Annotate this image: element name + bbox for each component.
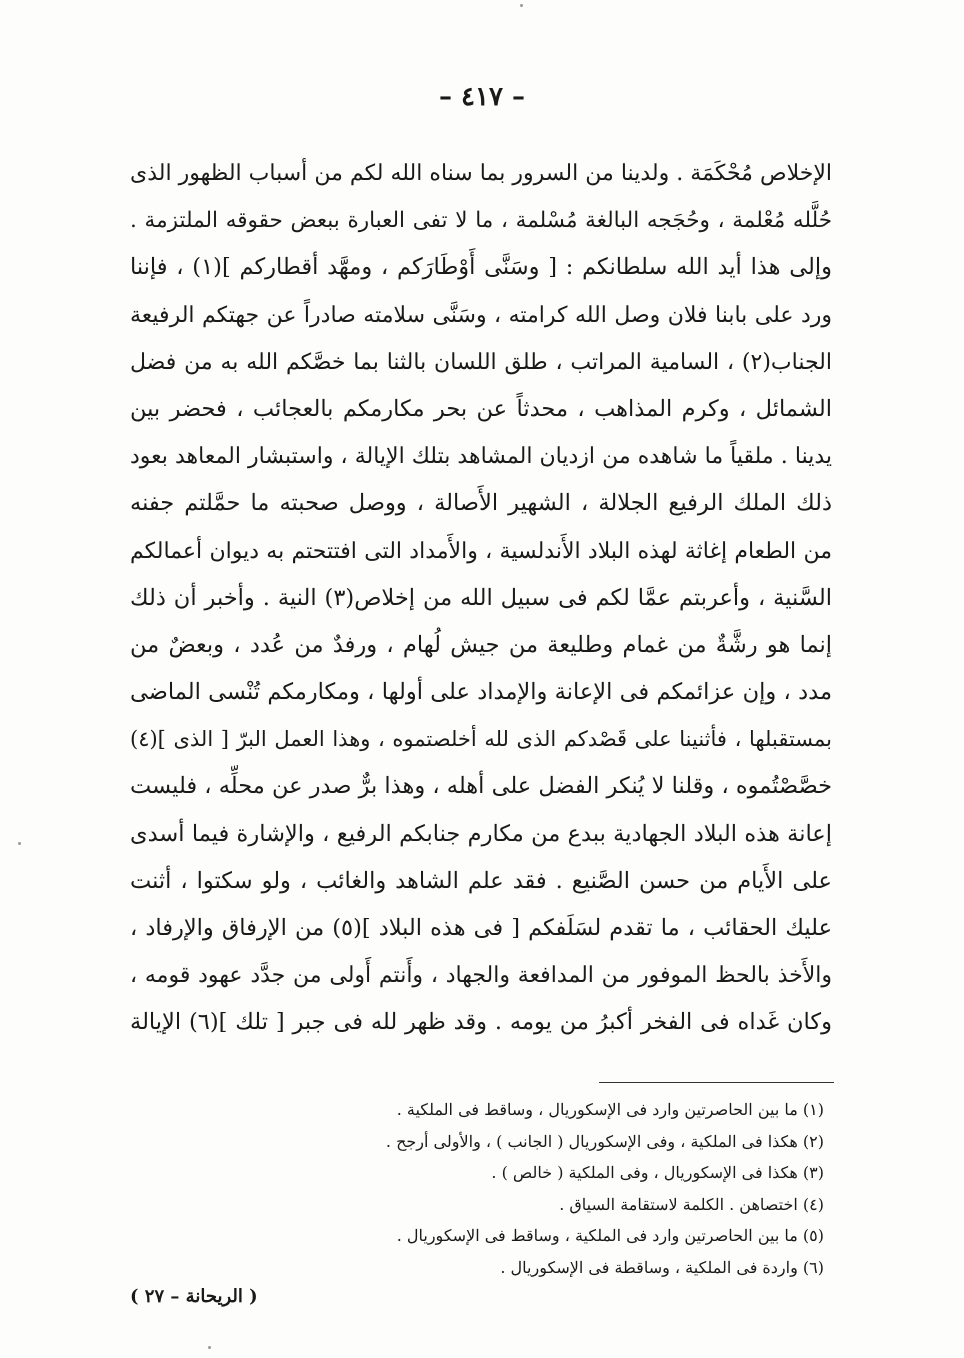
footnote-separator [599,1082,834,1083]
footnote: (٢) هكذا فى الملكية ، وفى الإسكوريال ( الجانب ) ، والأولى أرجح . [385,1131,824,1151]
text-line: إنما هو رشَّةٌ من غمام وطليعة من جيش لُهام ، ورفدٌ من عُدد ، وبعضٌ من [130,631,832,658]
text-line: الجناب(٢) ، السامية المراتب ، طلق اللسان بالثنا بما خصَّكم الله به من فضل [130,349,832,375]
scan-speck [208,1346,211,1349]
scan-speck [18,842,21,845]
text-line: الإخلاص مُحْكَمَة . ولدينا من السرور بما سناه الله لكم من أسباب الظهور الذى [130,161,832,186]
text-line: الشمائل ، وكرم المذاهب ، محدثاً عن بحر مكارمكم بالعجائب ، فحضر بين [130,395,832,422]
text-line: إعانة هذه البلاد الجهادية ببدع من مكارم جنابكم الرفيع ، والإشارة فيما أسدى [130,820,832,847]
text-line: من الطعام إغاثة لهذه البلاد الأَندلسية ، والأَمداد التى افتتحتم به ديوان أعمالكم [130,538,832,564]
text-line: عليك الحقائب ، ما تقدم لسَلَفكم [ فى هذه البلاد ](٥) من الإرفاق والإرفاد ، [130,915,832,941]
text-line: يدينا . ملقياً ما شاهده من ازديان المشاهد بتلك الإيالة ، واستبشار المعاهد بعود [130,444,832,470]
footnotes [224,1094,824,1284]
signature-mark: ( الريحانة – ٢٧ ) [130,1286,258,1307]
body-text [130,150,832,1047]
text-line: وإلى هذا أيد الله سلطانكم : [ وسَنَّى أَوْطَارَكم ، ومهَّد أقطاركم ](١) ، فإننا [130,254,832,281]
text-line: السَّنية ، وأعربتم عمَّا لكم فى سبيل الله من إخلاص(٣) النية . وأخبر أن ذلك [130,584,832,611]
text-line: ورد على بابنا فلان وصل الله كرامته ، وسَنَّى سلامته صادراً عن جهتكم الرفيعة [130,302,832,328]
text-line: ذلك الملك الرفيع الجلالة ، الشهير الأَصالة ، ووصل صحبته ما حمَّلتم جفنه [130,490,832,517]
text-line: خصَّصْتُموه ، وقلنا لا يُنكر الفضل على أهله ، وهذا برٌّ صدر عن محلِّه ، فليست [130,773,832,800]
footnote: (٣) هكذا فى الإسكوريال ، وفى الملكية ( خالص ) . [491,1163,824,1183]
text-line: على الأَيام من حسن الصَّنيع . فقد علم الشاهد والغائب ، ولو سكتوا ، أثنت [130,867,832,894]
footnote: (١) ما بين الحاصرتين وارد فى الإسكوريال ، وساقط فى الملكية . [396,1100,824,1119]
footnote: (٦) واردة فى الملكية ، وساقطة فى الإسكوريال . [500,1257,824,1277]
text-line: وكان غَداه فى الفخر أكبرُ من يومه . وقد ظهر لله فى جبر [ تلك ](٦) الإيالة [130,1009,832,1036]
text-line: حُلَّله مُعْلمة ، وحُجَجه البالغة مُسْلمة ، ما لا تفى العبارة ببعض حقوقه الملتزمة . [130,208,832,234]
text-line: مدد ، وإن عزائمكم فى الإعانة والإمداد على أولها ، ومكارمكم تُنْسى الماضى [130,679,832,706]
page-number: – ٤١٧ – [438,82,526,112]
footnote: (٥) ما بين الحاصرتين وارد فى الملكية ، وساقط فى الإسكوريال . [396,1226,824,1246]
scan-speck [520,4,523,7]
text-line: والأَخذ بالحظ الموفور من المدافعة والجهاد ، وأَنتم أَولى من جدَّد عهود قومه ، [130,963,832,989]
footnote: (٤) اختصاهن . الكلمة لاستقامة السياق . [559,1194,824,1214]
text-line: بمستقبلها ، فأثنينا على قَصْدكم الذى لله أخلصتموه ، وهذا العمل البرّ [ الذى ](٤) [130,727,832,752]
